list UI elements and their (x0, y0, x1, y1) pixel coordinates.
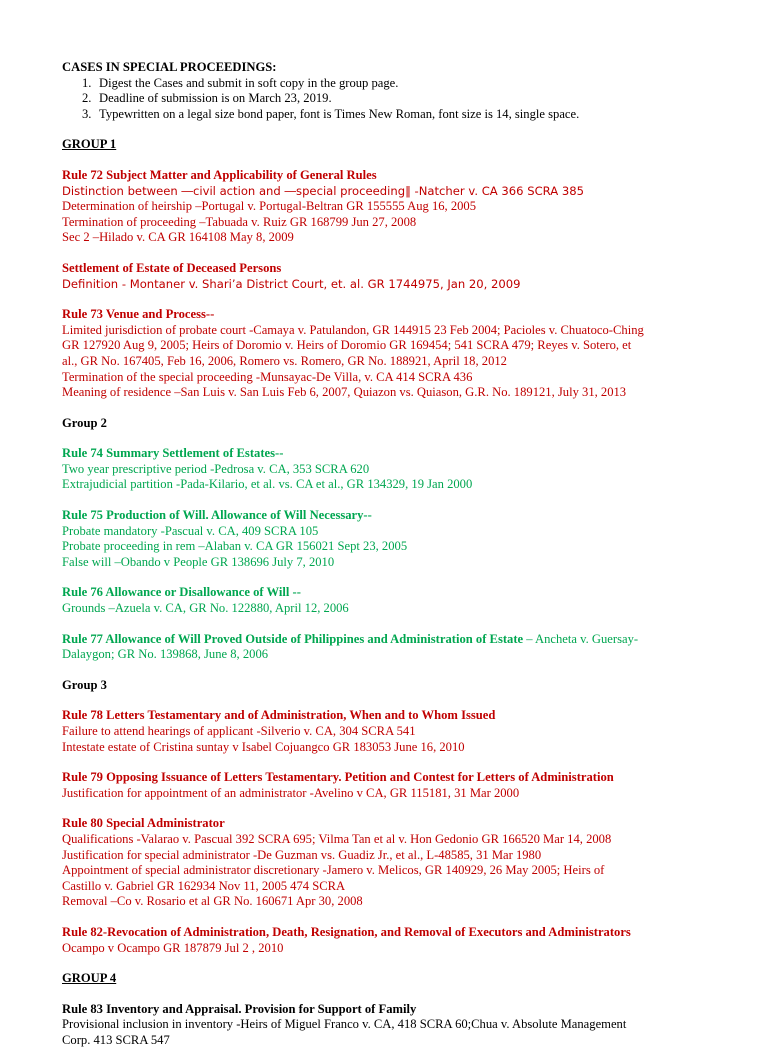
case-line: Extrajudicial partition -Pada-Kilario, et al. vs. CA et al., GR 134329, 19 Jan 2000 (62, 477, 473, 492)
instruction-number: 2. (82, 91, 92, 106)
instruction-item (62, 76, 742, 92)
case-line: Justification for special administrator -De Guzman vs. Guadiz Jr., et al., L-48585, 31 Mar 1980 (62, 847, 542, 862)
case-line: Corp. 413 SCRA 547 (62, 1032, 170, 1047)
instruction-number: 3. (82, 106, 92, 121)
rule-76-section (62, 585, 742, 616)
case-line: Justification for appointment of an administrator -Avelino v CA, GR 115181, 31 Mar 2000 (62, 785, 520, 800)
rule-heading: Rule 79 Opposing Issuance of Letters Testamentary. Petition and Contest for Letters of Administration (62, 770, 614, 785)
rule-heading: Rule 77 Allowance of Will Proved Outside of Philippines and Administration of Estate (62, 631, 524, 646)
case-line: Provisional inclusion in inventory -Heirs of Miguel Franco v. CA, 418 SCRA 60;Chua v. Absolute Management (62, 1017, 627, 1032)
group-1-heading: GROUP 1 (62, 137, 117, 152)
case-line: Dalaygon; GR No. 139868, June 8, 2006 (62, 647, 269, 662)
rule-73-section (62, 307, 742, 401)
case-line: Termination of proceeding –Tabuada v. Ruiz GR 168799 Jun 27, 2008 (62, 214, 417, 229)
case-line: Definition - Montaner v. Shari’a District Court, et. al. GR 1744975, Jan 20, 2009 (62, 276, 521, 291)
rule-heading: Rule 78 Letters Testamentary and of Administration, When and to Whom Issued (62, 708, 496, 723)
group-3-heading: Group 3 (62, 677, 107, 692)
case-line: Determination of heirship –Portugal v. Portugal-Beltran GR 155555 Aug 16, 2005 (62, 199, 477, 214)
rule-80-section (62, 816, 742, 910)
case-line: Sec 2 –Hilado v. CA GR 164108 May 8, 2009 (62, 230, 294, 245)
case-line: Ocampo v Ocampo GR 187879 Jul 2 , 2010 (62, 940, 284, 955)
case-line: Termination of the special proceeding -Munsayac-De Villa, v. CA 414 SCRA 436 (62, 369, 473, 384)
rule-heading: Rule 73 Venue and Process-- (62, 307, 215, 322)
rule-77-first-line (62, 632, 742, 648)
group-4-heading: GROUP 4 (62, 971, 117, 986)
document-page (62, 60, 742, 1049)
rule-79-section (62, 770, 742, 801)
case-line: Castillo v. Gabriel GR 162934 Nov 11, 2005 474 SCRA (62, 878, 346, 893)
case-line: Two year prescriptive period -Pedrosa v. CA, 353 SCRA 620 (62, 461, 370, 476)
case-line: Grounds –Azuela v. CA, GR No. 122880, April 12, 2006 (62, 601, 349, 616)
case-line: Probate mandatory -Pascual v. CA, 409 SCRA 105 (62, 523, 319, 538)
rule-heading: Rule 83 Inventory and Appraisal. Provision for Support of Family (62, 1001, 417, 1016)
rule-heading: Rule 82-Revocation of Administration, Death, Resignation, and Removal of Executors and Administrators (62, 924, 631, 939)
instructions-list (62, 76, 742, 123)
case-line: Qualifications -Valarao v. Pascual 392 SCRA 695; Vilma Tan et al v. Hon Gedonio GR 166520 Mar 14, 2008 (62, 831, 612, 846)
case-line: Appointment of special administrator discretionary -Jamero v. Melicos, GR 140929, 26 May 2005; Heirs of (62, 863, 605, 878)
rule-heading: Rule 76 Allowance or Disallowance of Will -- (62, 585, 301, 600)
case-line: Probate proceeding in rem –Alaban v. CA GR 156021 Sept 23, 2005 (62, 539, 408, 554)
rule-78-section (62, 708, 742, 755)
rule-77-section (62, 632, 742, 663)
case-line: GR 127920 Aug 9, 2005; Heirs of Doromio v. Heirs of Doromio GR 169454; 541 SCRA 479; Reyes v. Sotero, et (62, 338, 632, 353)
settlement-of-estate-section (62, 261, 742, 292)
case-line: False will –Obando v People GR 138696 July 7, 2010 (62, 554, 335, 569)
case-line: Failure to attend hearings of applicant -Silverio v. CA, 304 SCRA 541 (62, 724, 416, 738)
case-line: Limited jurisdiction of probate court -Camaya v. Patulandon, GR 144915 23 Feb 2004; Pacioles v. Chuatoco-Ching (62, 322, 644, 337)
page-title: CASES IN SPECIAL PROCEEDINGS: (62, 60, 277, 74)
rule-72-section (62, 168, 742, 246)
group-2-heading: Group 2 (62, 415, 107, 430)
instruction-text: Deadline of submission is on March 23, 2019. (99, 91, 332, 106)
case-line: Distinction between ―civil action and ―special proceeding‖ -Natcher v. CA 366 SCRA 385 (62, 183, 585, 198)
instruction-number: 1. (82, 75, 92, 90)
instruction-item (62, 91, 742, 107)
case-inline-text: – Ancheta v. Guersay- (523, 631, 639, 646)
case-line: Meaning of residence –San Luis v. San Luis Feb 6, 2007, Quiazon vs. Quiason, G.R. No. 189121, July 31, 2013 (62, 385, 627, 400)
rule-83-section (62, 1002, 742, 1049)
rule-heading: Settlement of Estate of Deceased Persons (62, 260, 282, 275)
rule-82-section (62, 925, 742, 956)
instruction-text: Typewritten on a legal size bond paper, font is Times New Roman, font size is 14, single space. (99, 106, 580, 121)
instruction-item (62, 107, 742, 123)
rule-heading: Rule 80 Special Administrator (62, 816, 225, 831)
rule-75-section (62, 508, 742, 570)
rule-74-section (62, 446, 742, 493)
rule-heading: Rule 72 Subject Matter and Applicability of General Rules (62, 167, 377, 182)
case-line: Intestate estate of Cristina suntay v Isabel Cojuangco GR 183053 June 16, 2010 (62, 739, 465, 754)
rule-heading: Rule 74 Summary Settlement of Estates-- (62, 446, 284, 461)
instruction-text: Digest the Cases and submit in soft copy in the group page. (99, 75, 399, 90)
case-line: Removal –Co v. Rosario et al GR No. 160671 Apr 30, 2008 (62, 894, 363, 909)
case-line: al., GR No. 167405, Feb 16, 2006, Romero vs. Romero, GR No. 188921, April 18, 2012 (62, 353, 507, 368)
rule-heading: Rule 75 Production of Will. Allowance of Will Necessary-- (62, 508, 372, 523)
